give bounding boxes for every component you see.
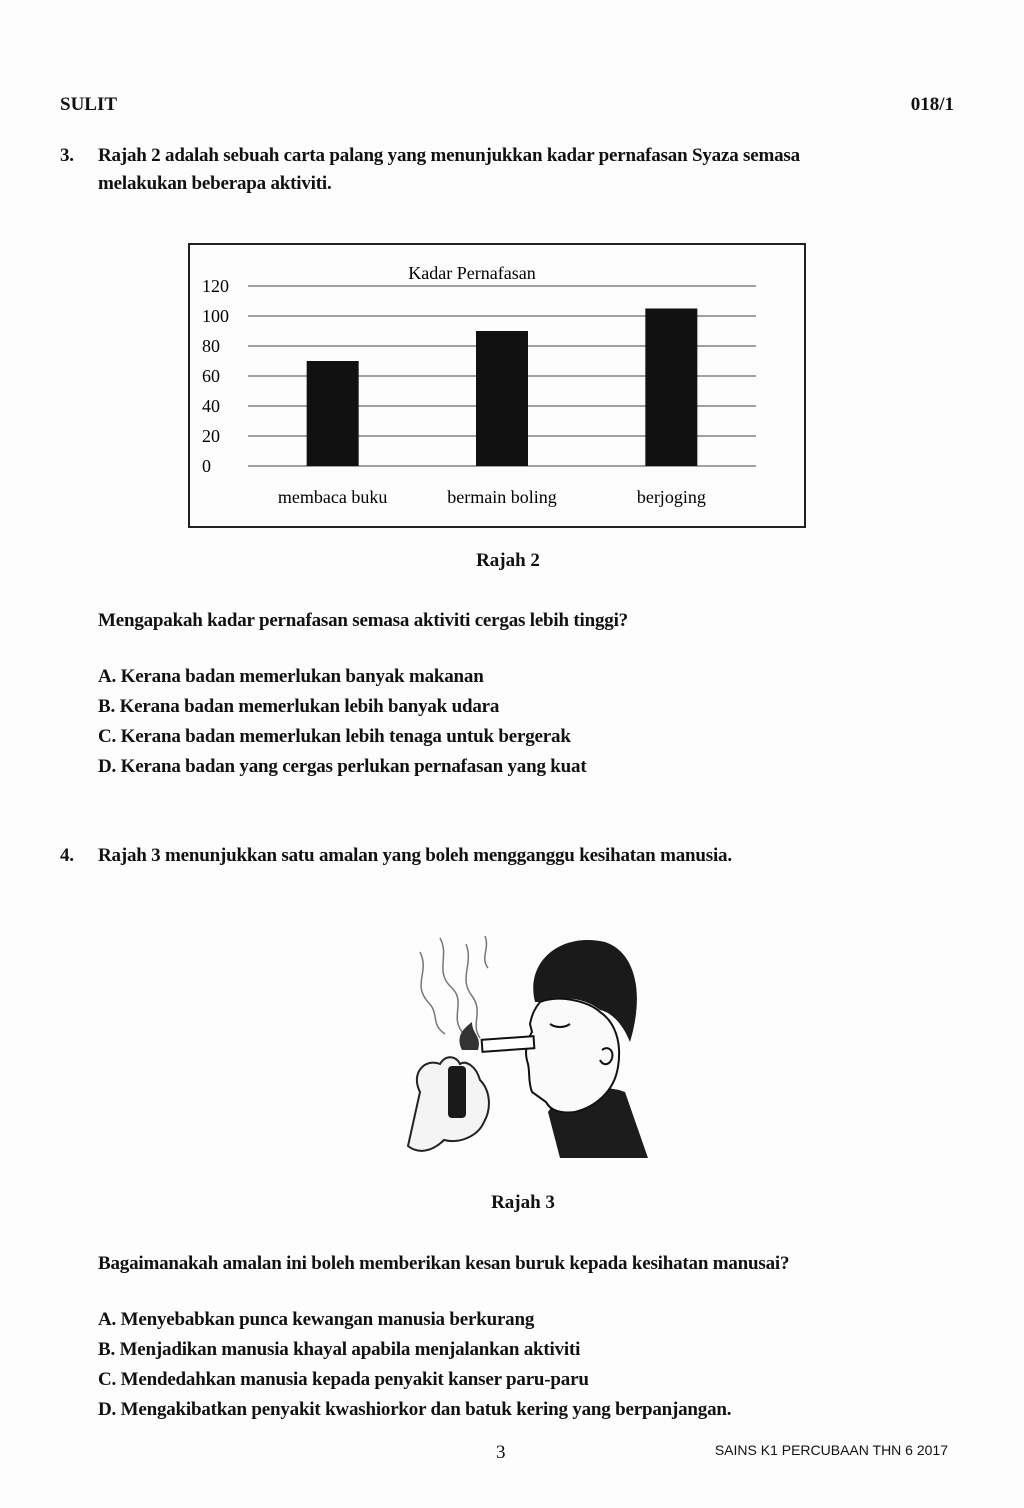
figure-3-caption: Rajah 3 [491,1192,555,1213]
question-3-option-c[interactable]: C. Kerana badan memerlukan lebih tenaga untuk bergerak [98,726,571,747]
question-4-number: 4. [60,845,74,866]
page-number: 3 [496,1442,506,1463]
cigarette-icon [482,1036,535,1052]
x-category-label: membaca buku [277,487,388,507]
face-icon [526,999,619,1113]
question-3-option-d[interactable]: D. Kerana badan yang cergas perlukan pernafasan yang kuat [98,756,587,777]
header-left-label: SULIT [60,94,118,115]
x-category-label: berjoging [636,487,706,507]
x-category-label: bermain boling [447,487,557,507]
breathing-rate-chart [188,243,806,528]
y-tick-label: 40 [202,396,220,416]
y-tick-label: 80 [202,336,220,356]
figure-2-caption: Rajah 2 [476,550,540,571]
question-3-stem-line-2: melakukan beberapa aktiviti. [98,173,332,194]
header-paper-code: 018/1 [910,94,954,115]
question-4-option-a[interactable]: A. Menyebabkan punca kewangan manusia berkurang [98,1309,535,1330]
y-tick-label: 120 [202,276,229,296]
question-4-prompt: Bagaimanakah amalan ini boleh memberikan kesan buruk kepada kesihatan manusai? [98,1253,790,1274]
question-3-option-a[interactable]: A. Kerana badan memerlukan banyak makanan [98,666,484,687]
y-tick-label: 60 [202,366,220,386]
chart-title: Kadar Pernafasan [408,263,536,283]
question-4-stem: Rajah 3 menunjukkan satu amalan yang boleh mengganggu kesihatan manusia. [98,845,732,866]
chart-svg [190,245,804,526]
question-4-options [98,1305,731,1425]
question-4-option-c[interactable]: C. Mendedahkan manusia kepada penyakit kanser paru-paru [98,1369,589,1390]
question-3-number: 3. [60,145,74,166]
question-3-prompt: Mengapakah kadar pernafasan semasa aktiviti cergas lebih tinggi? [98,610,628,631]
lighter-icon [448,1066,466,1118]
bar-membaca-buku [307,361,359,466]
question-4-option-b[interactable]: B. Menjadikan manusia khayal apabila menjalankan aktiviti [98,1339,581,1360]
smoking-person-illustration [400,932,650,1158]
footer-exam-title: SAINS K1 PERCUBAAN THN 6 2017 [714,1442,948,1458]
smoke-icon [420,936,488,1038]
question-4-option-d[interactable]: D. Mengakibatkan penyakit kwashiorkor dan batuk kering yang berpanjangan. [98,1399,732,1420]
question-3-option-b[interactable]: B. Kerana badan memerlukan lebih banyak udara [98,696,500,717]
y-tick-label: 20 [202,426,220,446]
y-tick-label: 0 [202,456,211,476]
question-3-options [98,662,586,782]
bar-berjoging [645,309,697,467]
question-3-stem-line-1: Rajah 2 adalah sebuah carta palang yang menunjukkan kadar pernafasan Syaza semasa [98,145,800,166]
bar-bermain-boling [476,331,528,466]
y-tick-label: 100 [202,306,229,326]
